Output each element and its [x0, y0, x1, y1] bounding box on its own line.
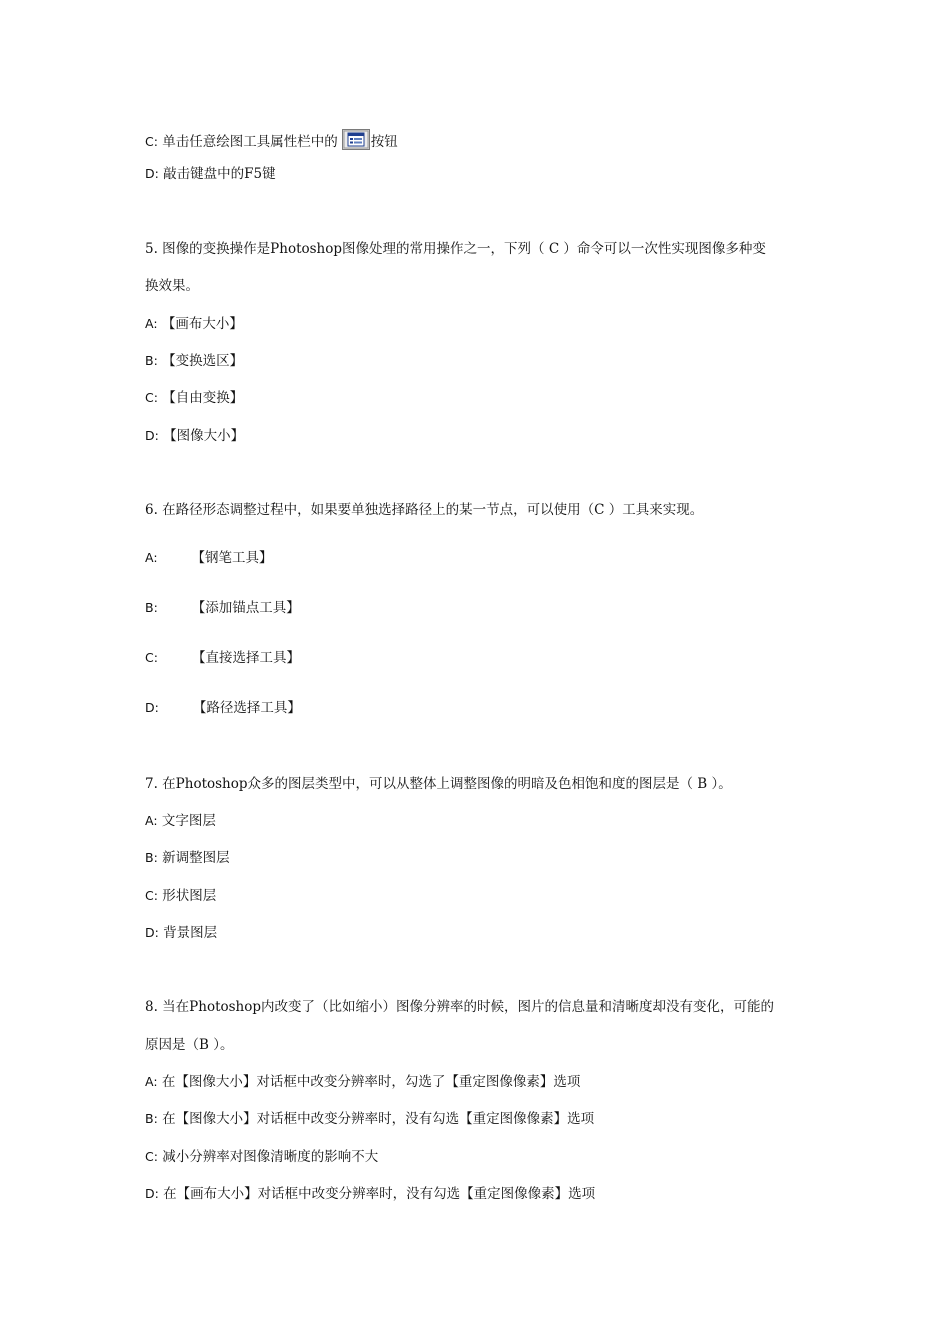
q8-question-line2: 原因是（B ）。	[145, 1037, 234, 1053]
q4-option-d	[145, 164, 276, 184]
option-label: A:	[145, 813, 158, 828]
option-text: 按钮	[370, 134, 398, 150]
q8-option-a	[145, 1072, 580, 1092]
option-text: 【直接选择工具】	[191, 650, 300, 666]
option-text: 在【图像大小】对话框中改变分辨率时，没有勾选【重定图像像素】选项	[162, 1111, 595, 1127]
option-text: 在【画布大小】对话框中改变分辨率时，没有勾选【重定图像像素】选项	[163, 1186, 596, 1202]
q6-option-a	[145, 548, 273, 568]
option-text: 敲击键盘中的F5键	[163, 166, 276, 182]
option-text: 【路径选择工具】	[192, 700, 301, 716]
option-text: 【画布大小】	[161, 316, 243, 332]
option-text: 【添加锚点工具】	[191, 600, 300, 616]
option-label: B:	[145, 1111, 158, 1126]
option-label: D:	[145, 166, 159, 181]
option-label: D:	[145, 925, 159, 940]
q8-option-b	[145, 1109, 594, 1129]
option-label: C:	[145, 134, 158, 149]
option-text: 在【图像大小】对话框中改变分辨率时，勾选了【重定图像像素】选项	[161, 1074, 581, 1090]
q6-option-b	[145, 598, 300, 618]
q5-question-line1: 5. 图像的变换操作是Photoshop图像处理的常用操作之一，下列（ C ）命令可以一次性实现图像多种变	[145, 241, 766, 257]
option-text: 【变换选区】	[162, 353, 244, 369]
toggle-palettes-icon	[342, 129, 370, 150]
option-label: B:	[145, 850, 158, 865]
option-label: D:	[145, 1186, 159, 1201]
option-label: A:	[145, 1074, 158, 1089]
q8-option-c	[145, 1147, 378, 1167]
q5-question-line2: 换效果。	[145, 278, 199, 294]
option-text: 文字图层	[161, 813, 216, 829]
option-label: D:	[145, 428, 159, 443]
option-label: C:	[145, 888, 158, 903]
q6-question: 6. 在路径形态调整过程中，如果要单独选择路径上的某一节点，可以使用（C ）工具来实现。	[145, 502, 704, 518]
option-label: A:	[145, 316, 158, 331]
q6-option-c	[145, 648, 300, 668]
option-text: 背景图层	[163, 925, 218, 941]
option-text: 减小分辨率对图像清晰度的影响不大	[162, 1149, 379, 1165]
q5-option-c	[145, 388, 243, 408]
q7-option-c	[145, 886, 216, 906]
q7-option-d	[145, 923, 217, 943]
option-label: C:	[145, 390, 158, 405]
option-text: 【钢笔工具】	[191, 550, 273, 566]
option-label: C:	[145, 1149, 158, 1164]
option-text: 单击任意绘图工具属性栏中的	[162, 134, 338, 150]
q5-option-b	[145, 351, 243, 371]
option-text: 【图像大小】	[163, 428, 245, 444]
q7-option-b	[145, 848, 230, 868]
q4-option-c	[145, 129, 398, 152]
option-label: D:	[145, 700, 159, 715]
option-text: 新调整图层	[162, 850, 230, 866]
option-label: B:	[145, 353, 158, 368]
option-label: C:	[145, 650, 158, 665]
q8-option-d	[145, 1184, 595, 1204]
option-text: 【自由变换】	[162, 390, 244, 406]
q5-option-a	[145, 314, 243, 334]
option-label: B:	[145, 600, 158, 615]
option-label: A:	[145, 550, 158, 565]
q5-option-d	[145, 426, 244, 446]
q7-option-a	[145, 811, 216, 831]
q7-question: 7. 在Photoshop众多的图层类型中，可以从整体上调整图像的明暗及色相饱和度的图层是（ B ）。	[145, 776, 732, 792]
option-text: 形状图层	[162, 888, 217, 904]
q8-question-line1: 8. 当在Photoshop内改变了（比如缩小）图像分辨率的时候，图片的信息量和清晰度却没有变化，可能的	[145, 999, 775, 1015]
q6-option-d	[145, 698, 301, 718]
